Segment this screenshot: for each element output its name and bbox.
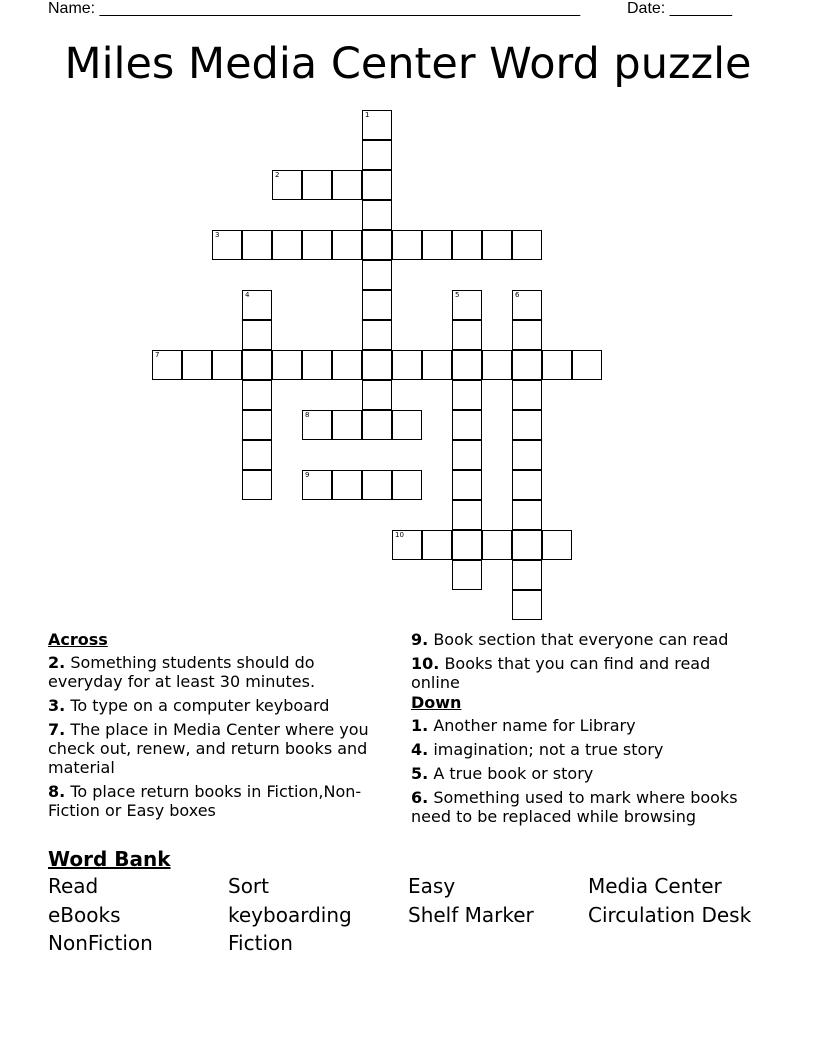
clue-number: 1. [411, 716, 429, 735]
grid-cell[interactable] [512, 470, 542, 500]
cell-number: 7 [155, 351, 160, 359]
grid-cell[interactable] [362, 230, 392, 260]
grid-cell[interactable] [302, 170, 332, 200]
grid-cell[interactable] [512, 380, 542, 410]
clue-across-3 [48, 696, 393, 715]
grid-cell[interactable] [482, 530, 512, 560]
grid-cell[interactable] [452, 290, 482, 320]
grid-cell[interactable] [482, 230, 512, 260]
cell-number: 6 [515, 291, 520, 299]
clue-down-4 [411, 740, 761, 759]
clue-text: Something students should do everyday for at least 30 minutes. [48, 653, 316, 691]
grid-cell[interactable] [422, 350, 452, 380]
grid-cell[interactable] [362, 110, 392, 140]
cell-number: 1 [365, 111, 370, 119]
word-bank-item: Easy [408, 874, 456, 898]
down-heading: Down [411, 693, 462, 712]
clue-across-10 [411, 654, 761, 692]
clue-number: 10. [411, 654, 440, 673]
grid-cell[interactable] [572, 350, 602, 380]
clue-number: 3. [48, 696, 66, 715]
grid-cell[interactable] [512, 590, 542, 620]
grid-cell[interactable] [212, 230, 242, 260]
grid-cell[interactable] [452, 320, 482, 350]
grid-cell[interactable] [422, 530, 452, 560]
grid-cell[interactable] [182, 350, 212, 380]
grid-cell[interactable] [452, 500, 482, 530]
grid-cell[interactable] [512, 410, 542, 440]
grid-cell[interactable] [272, 230, 302, 260]
grid-cell[interactable] [332, 230, 362, 260]
grid-cell[interactable] [242, 470, 272, 500]
grid-cell[interactable] [362, 350, 392, 380]
grid-cell[interactable] [452, 380, 482, 410]
cell-number: 3 [215, 231, 220, 239]
grid-cell[interactable] [332, 410, 362, 440]
grid-cell[interactable] [302, 350, 332, 380]
cell-number: 8 [305, 411, 310, 419]
clue-number: 8. [48, 782, 66, 801]
clues-left-column [48, 630, 393, 825]
grid-cell[interactable] [272, 350, 302, 380]
grid-cell[interactable] [242, 410, 272, 440]
cell-number: 4 [245, 291, 250, 299]
word-bank [48, 874, 768, 956]
grid-cell[interactable] [332, 170, 362, 200]
grid-cell[interactable] [392, 410, 422, 440]
grid-cell[interactable] [362, 200, 392, 230]
word-bank-item: eBooks [48, 902, 121, 927]
grid-cell[interactable] [452, 530, 482, 560]
word-bank-item: Media Center [588, 874, 722, 898]
grid-cell[interactable] [392, 470, 422, 500]
cell-number: 9 [305, 471, 310, 479]
across-heading: Across [48, 630, 108, 649]
grid-cell[interactable] [302, 470, 332, 500]
name-field-label: Name: ______________________________________________________ [48, 0, 581, 17]
word-bank-item: NonFiction [48, 931, 153, 955]
grid-cell[interactable] [512, 560, 542, 590]
word-bank-item: Shelf Marker [408, 902, 534, 927]
date-field-label: Date: _______ [627, 0, 732, 17]
grid-cell[interactable] [362, 410, 392, 440]
word-bank-item: keyboarding [228, 902, 352, 927]
grid-cell[interactable] [392, 230, 422, 260]
clue-text: Books that you can find and read online [411, 654, 711, 692]
grid-cell[interactable] [272, 170, 302, 200]
cell-number: 10 [395, 531, 404, 539]
grid-cell[interactable] [362, 320, 392, 350]
grid-cell[interactable] [302, 230, 332, 260]
clue-text: Book section that everyone can read [433, 630, 729, 649]
grid-cell[interactable] [512, 500, 542, 530]
grid-cell[interactable] [392, 530, 422, 560]
grid-cell[interactable] [242, 350, 272, 380]
cell-number: 5 [455, 291, 460, 299]
grid-cell[interactable] [212, 350, 242, 380]
word-bank-item: Sort [228, 874, 269, 898]
clue-text: Something used to mark where books need to be replaced while browsing [411, 788, 738, 826]
grid-cell[interactable] [152, 350, 182, 380]
clue-text: A true book or story [433, 764, 594, 783]
clue-number: 5. [411, 764, 429, 783]
clue-across-9 [411, 630, 761, 649]
grid-cell[interactable] [242, 320, 272, 350]
grid-cell[interactable] [332, 350, 362, 380]
grid-cell[interactable] [452, 410, 482, 440]
clue-number: 6. [411, 788, 429, 807]
clue-number: 4. [411, 740, 429, 759]
grid-cell[interactable] [452, 350, 482, 380]
grid-cell[interactable] [482, 350, 512, 380]
clue-across-2 [48, 653, 393, 691]
grid-cell[interactable] [452, 440, 482, 470]
grid-cell[interactable] [542, 530, 572, 560]
grid-cell[interactable] [542, 350, 572, 380]
grid-cell[interactable] [512, 530, 542, 560]
clue-text: imagination; not a true story [433, 740, 664, 759]
clue-across-7 [48, 720, 393, 777]
grid-cell[interactable] [362, 290, 392, 320]
grid-cell[interactable] [512, 230, 542, 260]
page-title: Miles Media Center Word puzzle [64, 39, 752, 89]
word-bank-item: Fiction [228, 931, 293, 955]
clue-text: The place in Media Center where you check out, renew, and return books and material [48, 720, 369, 777]
grid-cell[interactable] [362, 380, 392, 410]
clue-down-6 [411, 788, 761, 826]
grid-cell[interactable] [512, 350, 542, 380]
clue-number: 2. [48, 653, 66, 672]
grid-cell[interactable] [362, 140, 392, 170]
grid-cell[interactable] [362, 170, 392, 200]
grid-cell[interactable] [242, 290, 272, 320]
clue-text: Another name for Library [433, 716, 636, 735]
grid-cell[interactable] [242, 230, 272, 260]
grid-cell[interactable] [512, 290, 542, 320]
grid-cell[interactable] [452, 230, 482, 260]
clue-down-1 [411, 716, 761, 735]
grid-cell[interactable] [512, 320, 542, 350]
grid-cell[interactable] [452, 470, 482, 500]
grid-cell[interactable] [512, 440, 542, 470]
clue-text: To place return books in Fiction,Non-Fiction or Easy boxes [48, 782, 362, 820]
grid-cell[interactable] [332, 470, 362, 500]
grid-cell[interactable] [362, 260, 392, 290]
clue-across-8 [48, 782, 393, 820]
grid-cell[interactable] [452, 560, 482, 590]
grid-cell[interactable] [242, 380, 272, 410]
clue-number: 9. [411, 630, 429, 649]
clue-down-5 [411, 764, 761, 783]
word-bank-item: Circulation Desk [588, 902, 752, 927]
clue-text: To type on a computer keyboard [70, 696, 330, 715]
word-bank-item: Read [48, 874, 99, 898]
grid-cell[interactable] [302, 410, 332, 440]
grid-cell[interactable] [422, 230, 452, 260]
clues-right-column [411, 630, 761, 831]
grid-cell[interactable] [392, 350, 422, 380]
grid-cell[interactable] [362, 470, 392, 500]
word-bank-heading: Word Bank [48, 847, 171, 871]
clue-number: 7. [48, 720, 66, 739]
grid-cell[interactable] [242, 440, 272, 470]
cell-number: 2 [275, 171, 280, 179]
